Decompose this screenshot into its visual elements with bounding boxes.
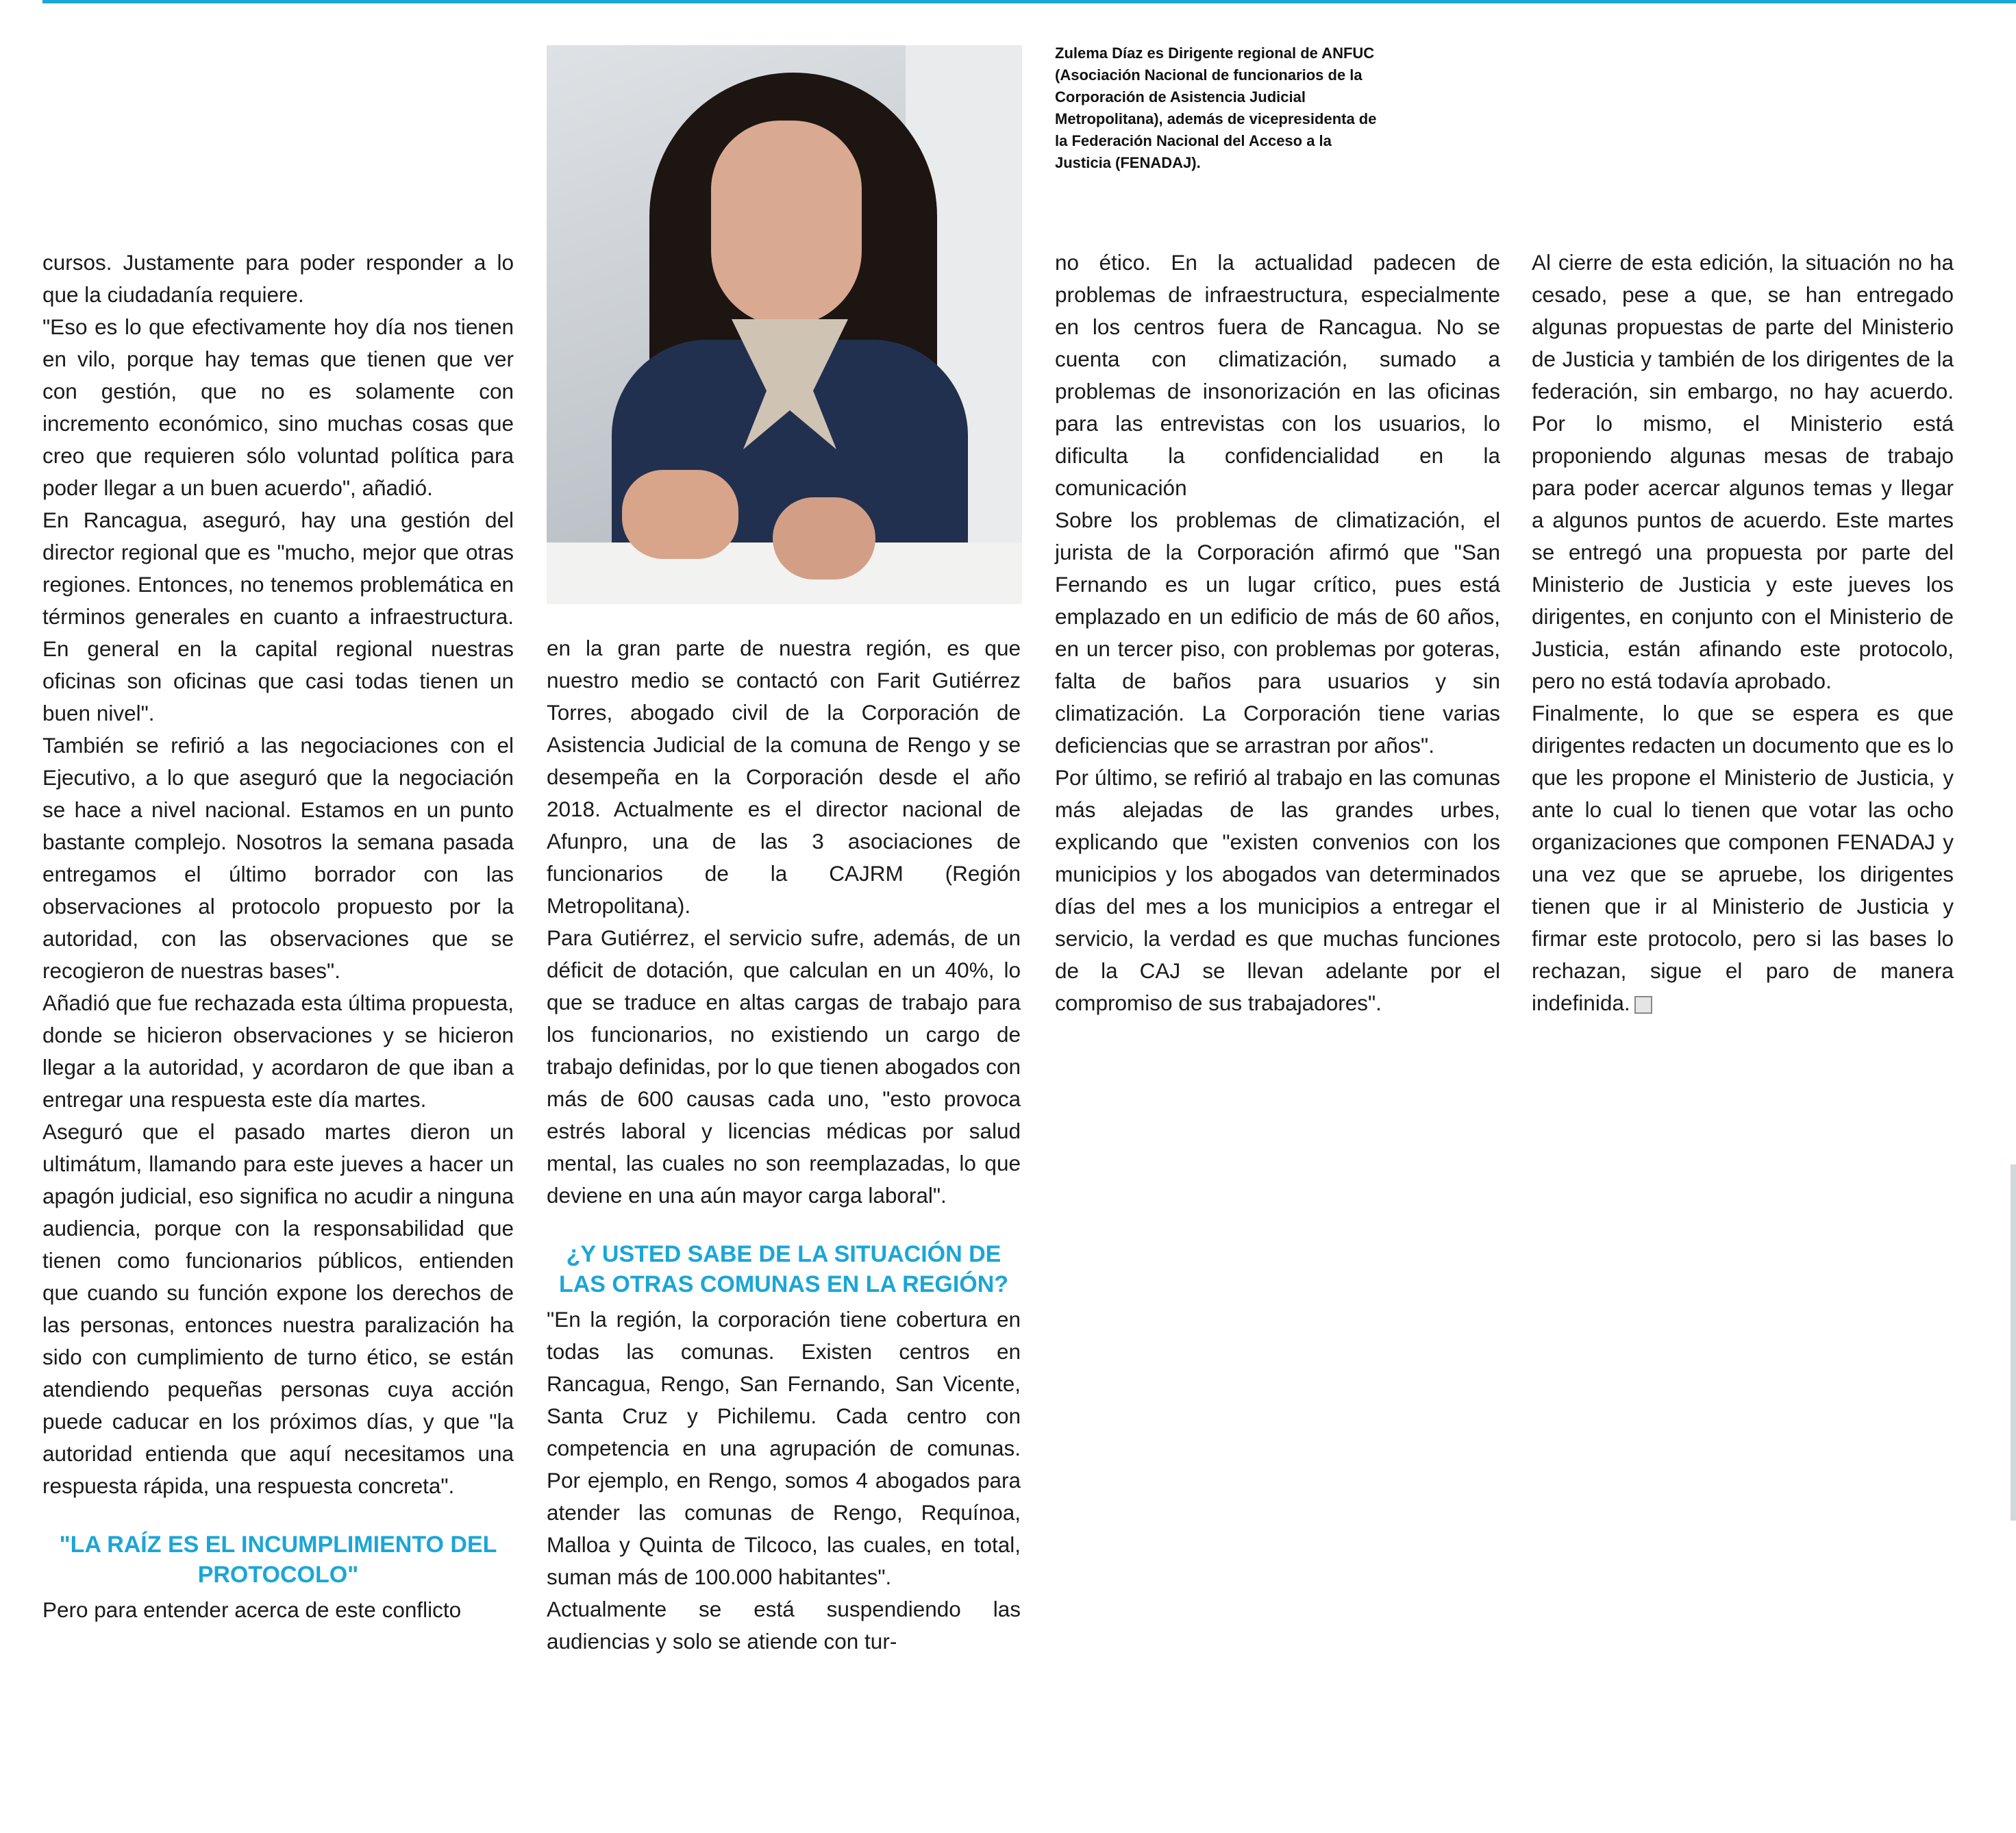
section-subheading: "LA RAÍZ ES EL INCUMPLIMIENTO DEL PROTOCOLO" [59, 1532, 497, 1588]
paragraph: También se refirió a las negociaciones con el Ejecutivo, a lo que aseguró que la negociación se hace a nivel nacional. Estamos en un punto bastante complejo. Nosotros la semana pasada entregamos el último borrador con las observaciones al protocolo propuesto por la autoridad, con las observaciones que se recogieron de nuestras bases". [42, 733, 514, 983]
article-column-2 [547, 632, 1021, 1658]
paragraph: Sobre los problemas de climatización, el jurista de la Corporación afirmó que "San Fernando es un lugar crítico, pues está emplazado en un edificio de más de 60 años, en un tercer piso, con problemas por goteras, falta de baños para usuarios y sin climatización. La Corporación tiene varias deficiencias que se arrastran por años". [1055, 508, 1500, 758]
paragraph: "Eso es lo que efectivamente hoy día nos tienen en vilo, porque hay temas que tienen que ver con gestión, que no es solamente con incremento económico, sino muchas cosas que creo que requieren sólo voluntad política para poder llegar a un buen acuerdo", añadió. [42, 314, 514, 500]
paragraph: no ético. En la actualidad padecen de problemas de infraestructura, especialmente en los centros fuera de Rancagua. No se cuenta con climatización, sumado a problemas de insonorización en las oficinas para las entrevistas con los usuarios, lo dificulta la confidencialidad en la comunicación [1055, 250, 1500, 500]
paragraph: Para Gutiérrez, el servicio sufre, además, de un déficit de dotación, que calculan en un 40%, lo que se traduce en altas cargas de trabajo para los funcionarios, no existiendo un cargo de trabajo definidas, por lo que tienen abogados con más de 600 causas cada uno, "esto provoca estrés laboral y licencias médicas por salud mental, las cuales no son reemplazadas, lo que deviene en una aún mayor carga laboral". [547, 925, 1021, 1208]
photo-hand-left [622, 470, 738, 559]
photo-caption: Zulema Díaz es Dirigente regional de ANFUC (Asociación Nacional de funcionarios de la Corporación de Asistencia Judicial Metropolitana), además de vicepresidenta de la Federación Nacional del Acceso a la Justicia (FENADAJ). [1055, 45, 1377, 171]
paragraph: cursos. Justamente para poder responder a lo que la ciudadanía requiere. [42, 250, 514, 307]
section-subheading: ¿Y USTED SABE DE LA SITUACIÓN DE LAS OTRAS COMUNAS EN LA REGIÓN? [558, 1241, 1009, 1297]
page-edge-bar [2011, 1164, 2016, 1521]
interview-photo [547, 45, 1022, 604]
closing-paragraph-text: Finalmente, lo que se espera es que dirigentes redacten un documento que es lo que les propone el Ministerio de Justicia, y ante lo cual lo tienen que votar las ocho organizaciones que componen FENADAJ y una vez que se apruebe, los dirigentes tienen que ir al Ministerio de Justicia y firmar este protocolo, pero si las bases lo rechazan, sigue el paro de manera indefinida. [1532, 701, 1954, 1015]
paragraph: "En la región, la corporación tiene cobertura en todas las comunas. Existen centros en Rancagua, Rengo, San Fernando, San Vicente, Santa Cruz y Pichilemu. Cada centro con competencia en una agrupación de comunas. Por ejemplo, en Rengo, somos 4 abogados para atender las comunas de Rengo, Requínoa, Malloa y Quinta de Tilcoco, las cuales, en total, suman más de 100.000 habitantes". [547, 1307, 1021, 1589]
paragraph: Pero para entender acerca de este conflicto [42, 1597, 462, 1622]
photo-hand-right [773, 497, 875, 579]
top-accent-bar [42, 0, 2016, 3]
paragraph [1532, 697, 1954, 1019]
paragraph: en la gran parte de nuestra región, es que nuestro medio se contactó con Farit Gutiérrez Torres, abogado civil de la Corporación de Asistencia Judicial de la comuna de Rengo y se desempeña en la Corporación desde el año 2018. Actualmente es el director nacional de Afunpro, una de las 3 asociaciones de funcionarios de la CAJRM (Región Metropolitana). [547, 636, 1021, 918]
paragraph: Al cierre de esta edición, la situación no ha cesado, pese a que, se han entregado algunas propuestas de parte del Ministerio de Justicia y también de los dirigentes de la federación, sin embargo, no hay acuerdo. Por lo mismo, el Ministerio está proponiendo algunas mesas de trabajo para poder acercar algunos temas y llegar a algunos puntos de acuerdo. Este martes se entregó una propuesta por parte del Ministerio de Justicia y este jueves los dirigentes, en conjunto con el Ministerio de Justicia, están afinando este protocolo, pero no está todavía aprobado. [1532, 250, 1954, 693]
paragraph: Actualmente se está suspendiendo las audiencias y solo se atiende con tur- [547, 1597, 1021, 1654]
paragraph: Añadió que fue rechazada esta última propuesta, donde se hicieron observaciones y se hicieron llegar a la autoridad, y acordaron de que iban a entregar una respuesta este día martes. [42, 990, 514, 1112]
paragraph: Por último, se refirió al trabajo en las comunas más alejadas de las grandes urbes, explicando que "existen convenios con los municipios y los abogados van determinados días del mes a los municipios a entregar el servicio, la verdad es que muchas funciones de la CAJ se llevan adelante por el compromiso de sus trabajadores". [1055, 765, 1500, 1015]
paragraph: Aseguró que el pasado martes dieron un ultimátum, llamando para este jueves a hacer un apagón judicial, eso significa no acudir a ninguna audiencia, porque con la responsabilidad que tienen como funcionarios públicos, entienden que cuando su función expone los derechos de las personas, entonces nuestra paralización ha sido con cumplimiento de turno ético, se están atendiendo pequeñas personas cuya acción puede caducar en los próximos días, y que "la autoridad entienda que aquí necesitamos una respuesta rápida, una respuesta concreta". [42, 1119, 514, 1498]
paragraph: En Rancagua, aseguró, hay una gestión del director regional que es "mucho, mejor que otras regiones. Entonces, no tenemos problemática en términos generales en cuanto a infraestructura. En general en la capital regional nuestras oficinas son oficinas que casi todas tienen un buen nivel". [42, 508, 514, 725]
end-of-article-icon [1634, 996, 1652, 1014]
article-column-3 [1055, 247, 1500, 1019]
article-column-4 [1532, 247, 1954, 1019]
article-column-1 [42, 247, 514, 1626]
photo-face [711, 121, 862, 326]
